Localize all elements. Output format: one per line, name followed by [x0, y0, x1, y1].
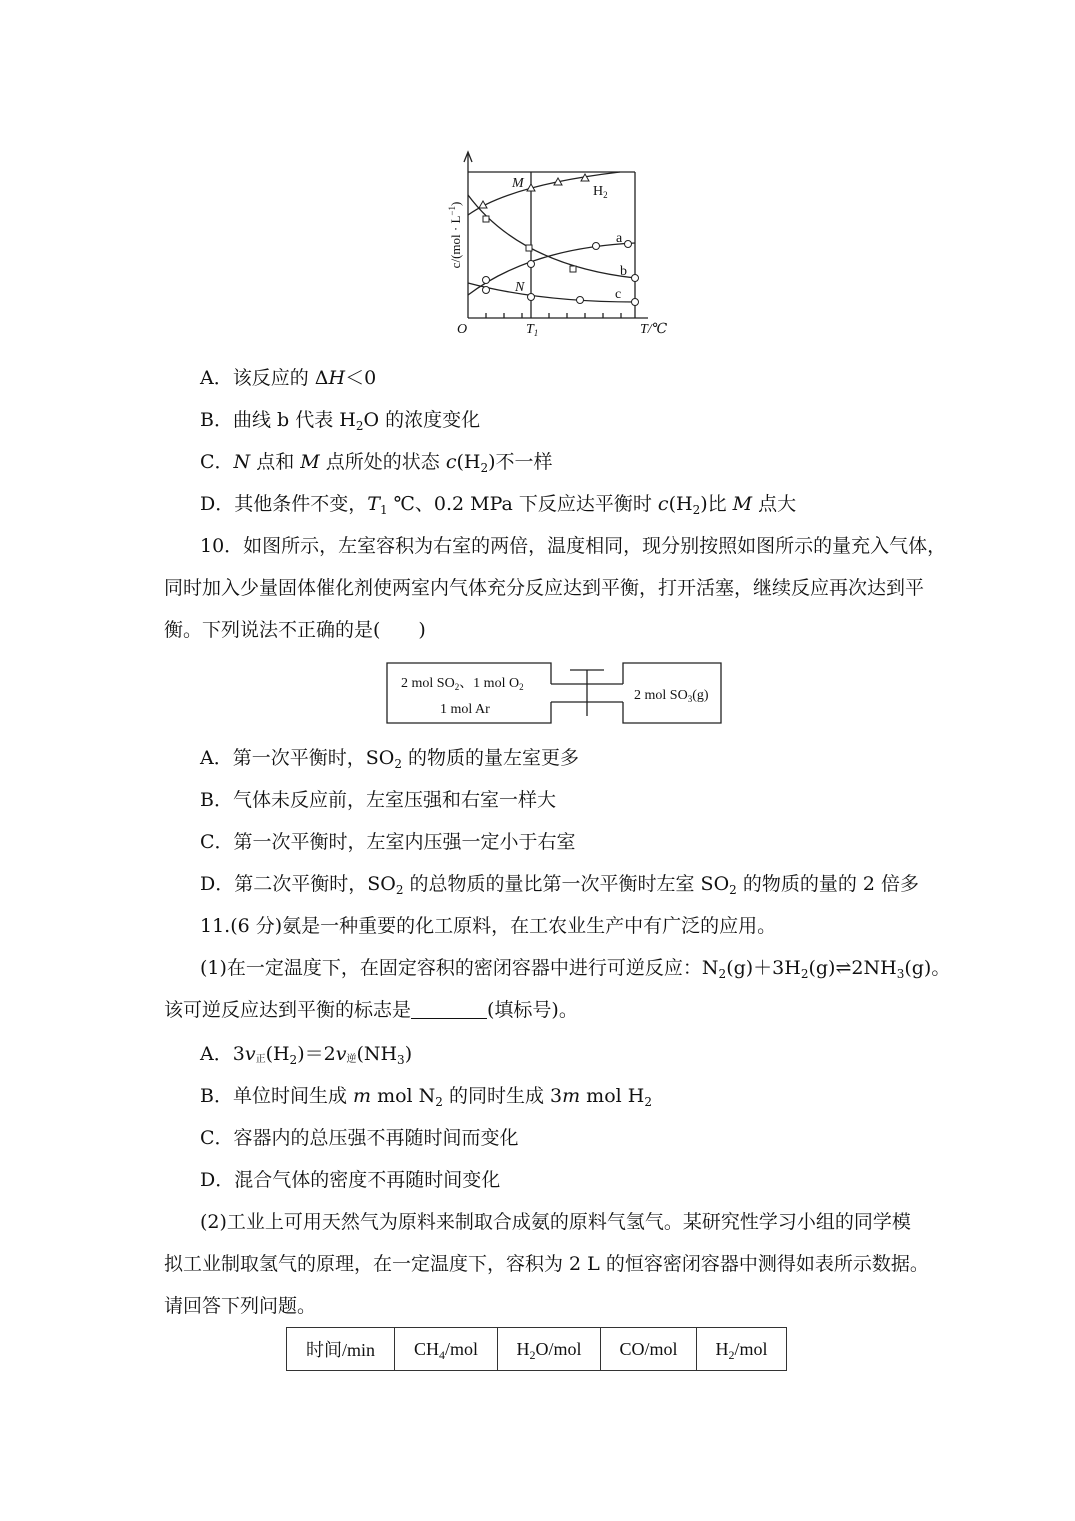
t1-label: $T_1$ — [526, 322, 539, 338]
curve-b-label: b — [620, 264, 627, 279]
curve-a — [468, 243, 635, 295]
q11-option-a: A．3v正$(H_2)=2v$逆$(NH_3)$ — [200, 1043, 413, 1067]
c-marker — [528, 294, 535, 301]
q11-part2-line2: 拟工业制取氢气的原理，在一定温度下，容积为 2 L 的恒容密闭容器中测得如表所示数据。 — [164, 1253, 929, 1275]
y-axis-label: $c/(mol \cdot L^{-1})$ — [447, 201, 463, 269]
table-header-row — [287, 1328, 787, 1371]
q11-option-c: C．容器内的总压强不再随时间而变化 — [200, 1127, 519, 1149]
col-time: 时间/min — [287, 1328, 395, 1371]
c-marker — [483, 287, 490, 294]
q11-part1-line2: 该可逆反应达到平衡的标志是 (填标号)。 — [164, 999, 578, 1021]
q11-stem: 11.(6 分)氨是一种重要的化工原料，在工农业生产中有广泛的应用。 — [200, 915, 777, 937]
point-m-label: M — [512, 176, 524, 191]
col-ch4: $CH_4$/mol — [395, 1328, 498, 1371]
left-chamber-line1: 2 mol $SO_2$、1 mol $O_2$ — [401, 676, 524, 692]
curve-c — [468, 283, 635, 302]
a-marker — [528, 261, 535, 268]
two-chamber-apparatus — [385, 660, 725, 726]
a-marker — [483, 277, 490, 284]
origin-label: O — [457, 322, 468, 337]
q9-option-d: D．其他条件不变，$T_1$ ℃、0.2 MPa 下反应达平衡时 $c(H_2)$比 M 点大 — [200, 493, 797, 517]
c-marker — [577, 297, 584, 304]
q10-stem-line2: 同时加入少量固体催化剂使两室内气体充分反应达到平衡，打开活塞，继续反应再次达到平 — [164, 577, 925, 599]
right-chamber-label: 2 mol $SO_3(g)$ — [634, 688, 709, 704]
b-marker — [526, 245, 532, 251]
a-marker — [625, 241, 632, 248]
b-marker — [483, 216, 489, 222]
answer-blank[interactable] — [411, 1000, 487, 1019]
q10-option-a: A．第一次平衡时，$SO_2$ 的物质的量左室更多 — [200, 747, 580, 771]
point-n-label: N — [515, 280, 525, 295]
a-marker — [593, 243, 600, 250]
q10-option-c: C．第一次平衡时，左室内压强一定小于右室 — [200, 831, 576, 853]
q9-option-c: C．N 点和 M 点所处的状态 $c(H_2)$不一样 — [200, 451, 553, 475]
q11-option-d: D．混合气体的密度不再随时间变化 — [200, 1169, 501, 1191]
data-table — [286, 1327, 787, 1371]
col-h2o: $H_2O$/mol — [498, 1328, 601, 1371]
b-marker — [570, 266, 576, 272]
q10-stem-line3: 衡。下列说法不正确的是( ) — [164, 619, 426, 641]
curve-b — [468, 195, 635, 278]
q11-part2-line3: 请回答下列问题。 — [164, 1295, 317, 1317]
h2-curve-label: $H_2$ — [593, 184, 608, 200]
c-end-marker — [632, 299, 639, 306]
curve-c-label: c — [615, 287, 622, 302]
q9-option-b: B．曲线 b 代表 $H_2O$ 的浓度变化 — [200, 409, 481, 433]
q11-part2-line1: (2)工业上可用天然气为原料来制取合成氨的原料气氢气。某研究性学习小组的同学模 — [200, 1211, 911, 1233]
col-h2: $H_2$/mol — [697, 1328, 787, 1371]
x-axis-label: T/℃ — [640, 322, 668, 337]
q10-option-d: D．第二次平衡时，$SO_2$ 的总物质的量比第一次平衡时左室 $SO_2$ 的物质的量的 2 倍多 — [200, 873, 920, 897]
concentration-temperature-chart — [430, 140, 680, 340]
curve-a-label: a — [616, 231, 623, 246]
col-co: CO/mol — [601, 1328, 697, 1371]
left-chamber-line2: 1 mol Ar — [440, 702, 490, 717]
q10-stem-line1: 10．如图所示，左室容积为右室的两倍，温度相同，现分别按照如图所示的量充入气体， — [200, 535, 947, 557]
q11-option-b: B．单位时间生成 m mol $N_2$ 的同时生成 3m mol $H_2$ — [200, 1085, 652, 1109]
q10-option-b: B．气体未反应前，左室压强和右室一样大 — [200, 789, 556, 811]
b-end-marker — [632, 275, 639, 282]
q9-option-a: A．该反应的 ΔH＜0 — [200, 367, 377, 389]
q11-part1-line1: (1)在一定温度下，在固定容积的密闭容器中进行可逆反应：$N_2(g)+3H_2(g)\rightleftharpoons 2NH_3(g)$。 — [200, 957, 951, 981]
